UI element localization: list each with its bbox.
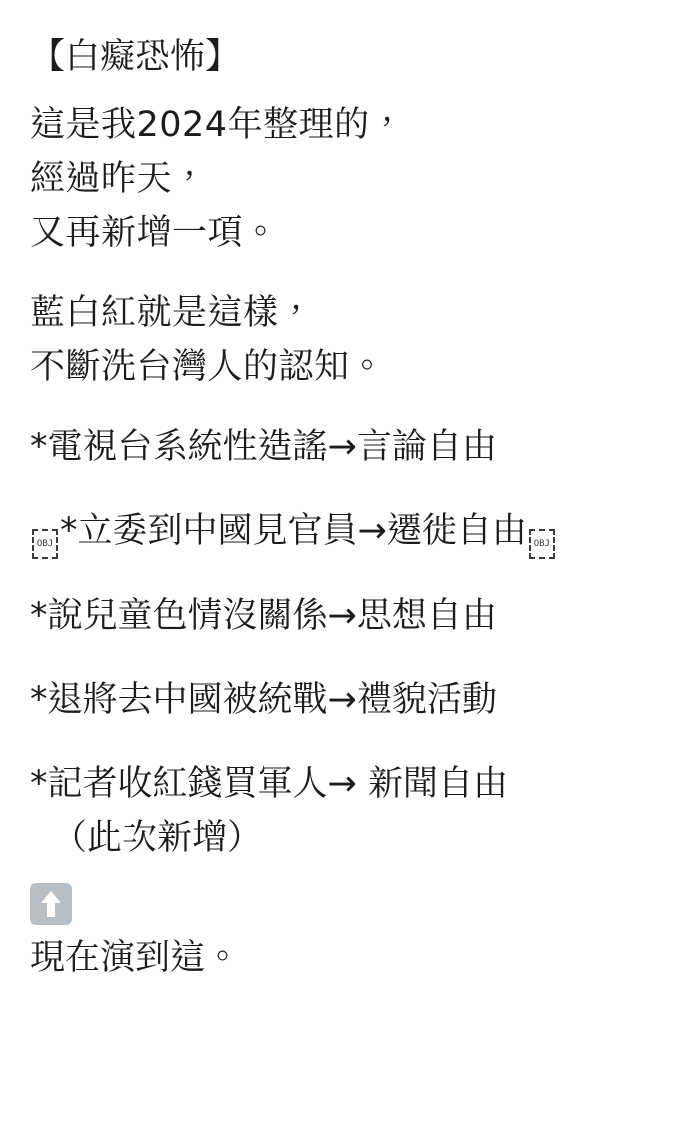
statement-line: 不斷洗台灣人的認知。 <box>30 347 386 387</box>
closing-text: 現在演到這。 <box>30 938 241 978</box>
closing-icon-row <box>30 883 662 929</box>
intro-paragraph <box>30 98 662 260</box>
list-item-text: *電視台系統性造謠→言論自由 <box>30 427 497 467</box>
statement-paragraph <box>30 286 662 394</box>
list-item-text: *說兒童色情沒關係→思想自由 <box>30 596 497 636</box>
intro-line: 這是我2024年整理的， <box>30 105 406 145</box>
arrow-up-icon <box>30 883 72 925</box>
list-item <box>30 589 662 643</box>
list-item-text: *立委到中國見官員→遷徙自由 <box>60 511 527 551</box>
list-item-text: *記者收紅錢買軍人→ 新聞自由 <box>30 764 508 804</box>
list-item-note: （此次新增） <box>52 818 263 858</box>
missing-glyph-icon: OBJ <box>32 529 58 559</box>
list-item <box>30 673 662 727</box>
list-item-text: *退將去中國被統戰→禮貌活動 <box>30 680 497 720</box>
page-title: 【白癡恐怖】 <box>30 37 241 77</box>
intro-line: 又再新增一項。 <box>30 213 279 253</box>
statement-line: 藍白紅就是這樣， <box>30 293 315 333</box>
list-item <box>30 420 662 474</box>
missing-glyph-icon: OBJ <box>529 529 555 559</box>
intro-line: 經過昨天， <box>30 159 208 199</box>
list-item <box>30 504 662 559</box>
list-item <box>30 757 662 865</box>
